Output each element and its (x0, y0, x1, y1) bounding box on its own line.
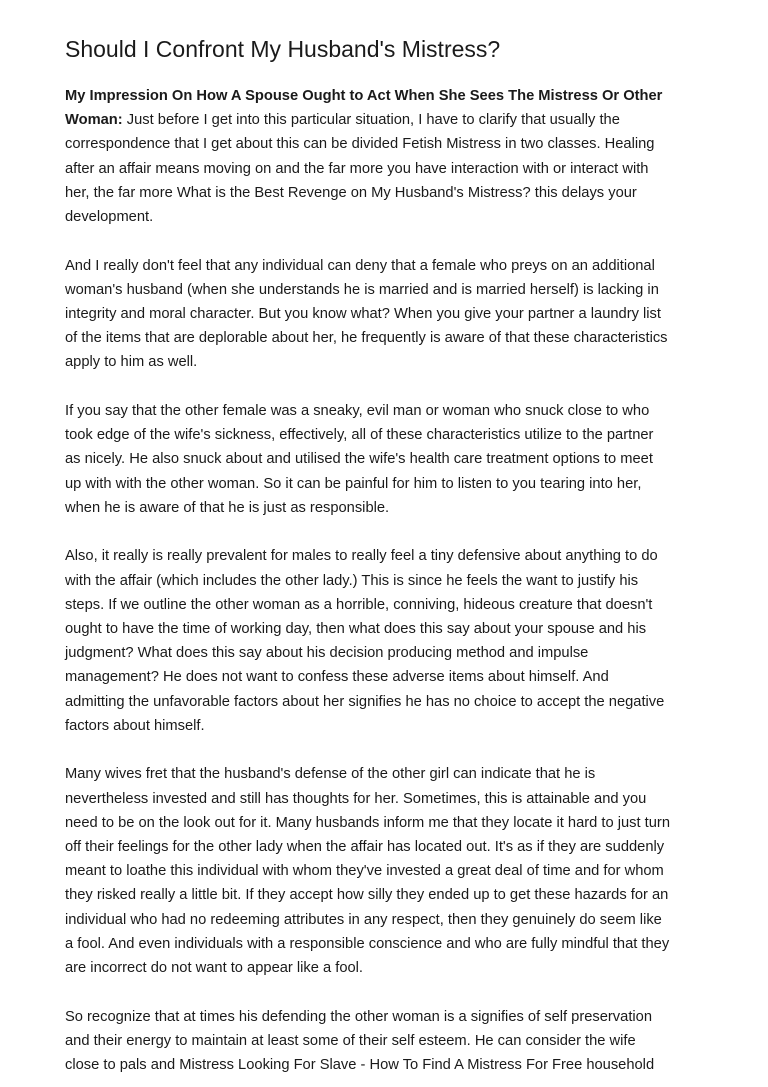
paragraph-2: And I really don't feel that any individual can deny that a female who preys on an additional woman's husband (when she understands he is married and is married herself) is lacking in integrity and moral character. But you know what? When you give your partner a laundry list of the items that are deplorable about her, he frequently is aware of that these characteristics apply to him as well. (65, 257, 668, 371)
document-body (65, 84, 765, 1087)
intro-lead-heading: My Impression On How A Spouse Ought to Act When She Sees The Mistress Or Other Woman: (65, 88, 663, 129)
paragraph-6: So recognize that at times his defending the other woman is a signifies of self preservation and their energy to maintain at least some of their self esteem. He can consider the wife close to pals and Mistress Looking For Slave - How To Find A Mistress For Free household (65, 1008, 655, 1074)
document-title: Should I Confront My Husband's Mistress? (65, 36, 501, 62)
paragraph-4: Also, it really is really prevalent for males to really feel a tiny defensive about anything to do with the affair (which includes the other lady.) This is since he feels the want to justify his steps. If we outline the other woman as a horrible, conniving, hideous creature that doesn't ought to have the time of working day, then what does this say about your spouse and his judgment? What does this say about his decision producing method and impulse management? He does not want to confess these adverse items about himself. And admitting the unfavorable factors about her signifies he has no choice to accept the negative factors about himself. (65, 548, 665, 734)
intro-paragraph (65, 84, 765, 229)
intro-paragraph-text: Just before I get into this particular situation, I have to clarify that usually the correspondence that I get about this can be divided Fetish Mistress in two classes. Healing after an affair means moving on and the far more you have interaction with or interact with her, the far more What is the Best Revenge on My Husband's Mistress? this delays your development. (65, 112, 655, 226)
paragraph-5: Many wives fret that the husband's defense of the other girl can indicate that he is nevertheless invested and still has thoughts for her. Sometimes, this is attainable and you need to be on the look out for it. Many husbands inform me that they locate it hard to just turn off their feelings for the other lady when the affair has located out. It's as if they are suddenly meant to loathe this individual with whom they've invested a great deal of time and for whom they risked really a little bit. If they accept how silly they ended up to get these hazards for an individual who had no redeeming attributes in any respect, then they genuinely do seem like a fool. And even individuals with a responsible conscience and who are fully mindful that they are incorrect do not want to appear like a fool. (65, 766, 670, 977)
paragraph-3: If you say that the other female was a sneaky, evil man or woman who snuck close to who took edge of the wife's sickness, effectively, all of these characteristics utilize to the partner as nicely. He also snuck about and utilised the wife's health care treatment options to meet up with with the other woman. So it can be painful for him to listen to you tearing into her, when he is aware of that he is just as responsible. (65, 403, 654, 516)
